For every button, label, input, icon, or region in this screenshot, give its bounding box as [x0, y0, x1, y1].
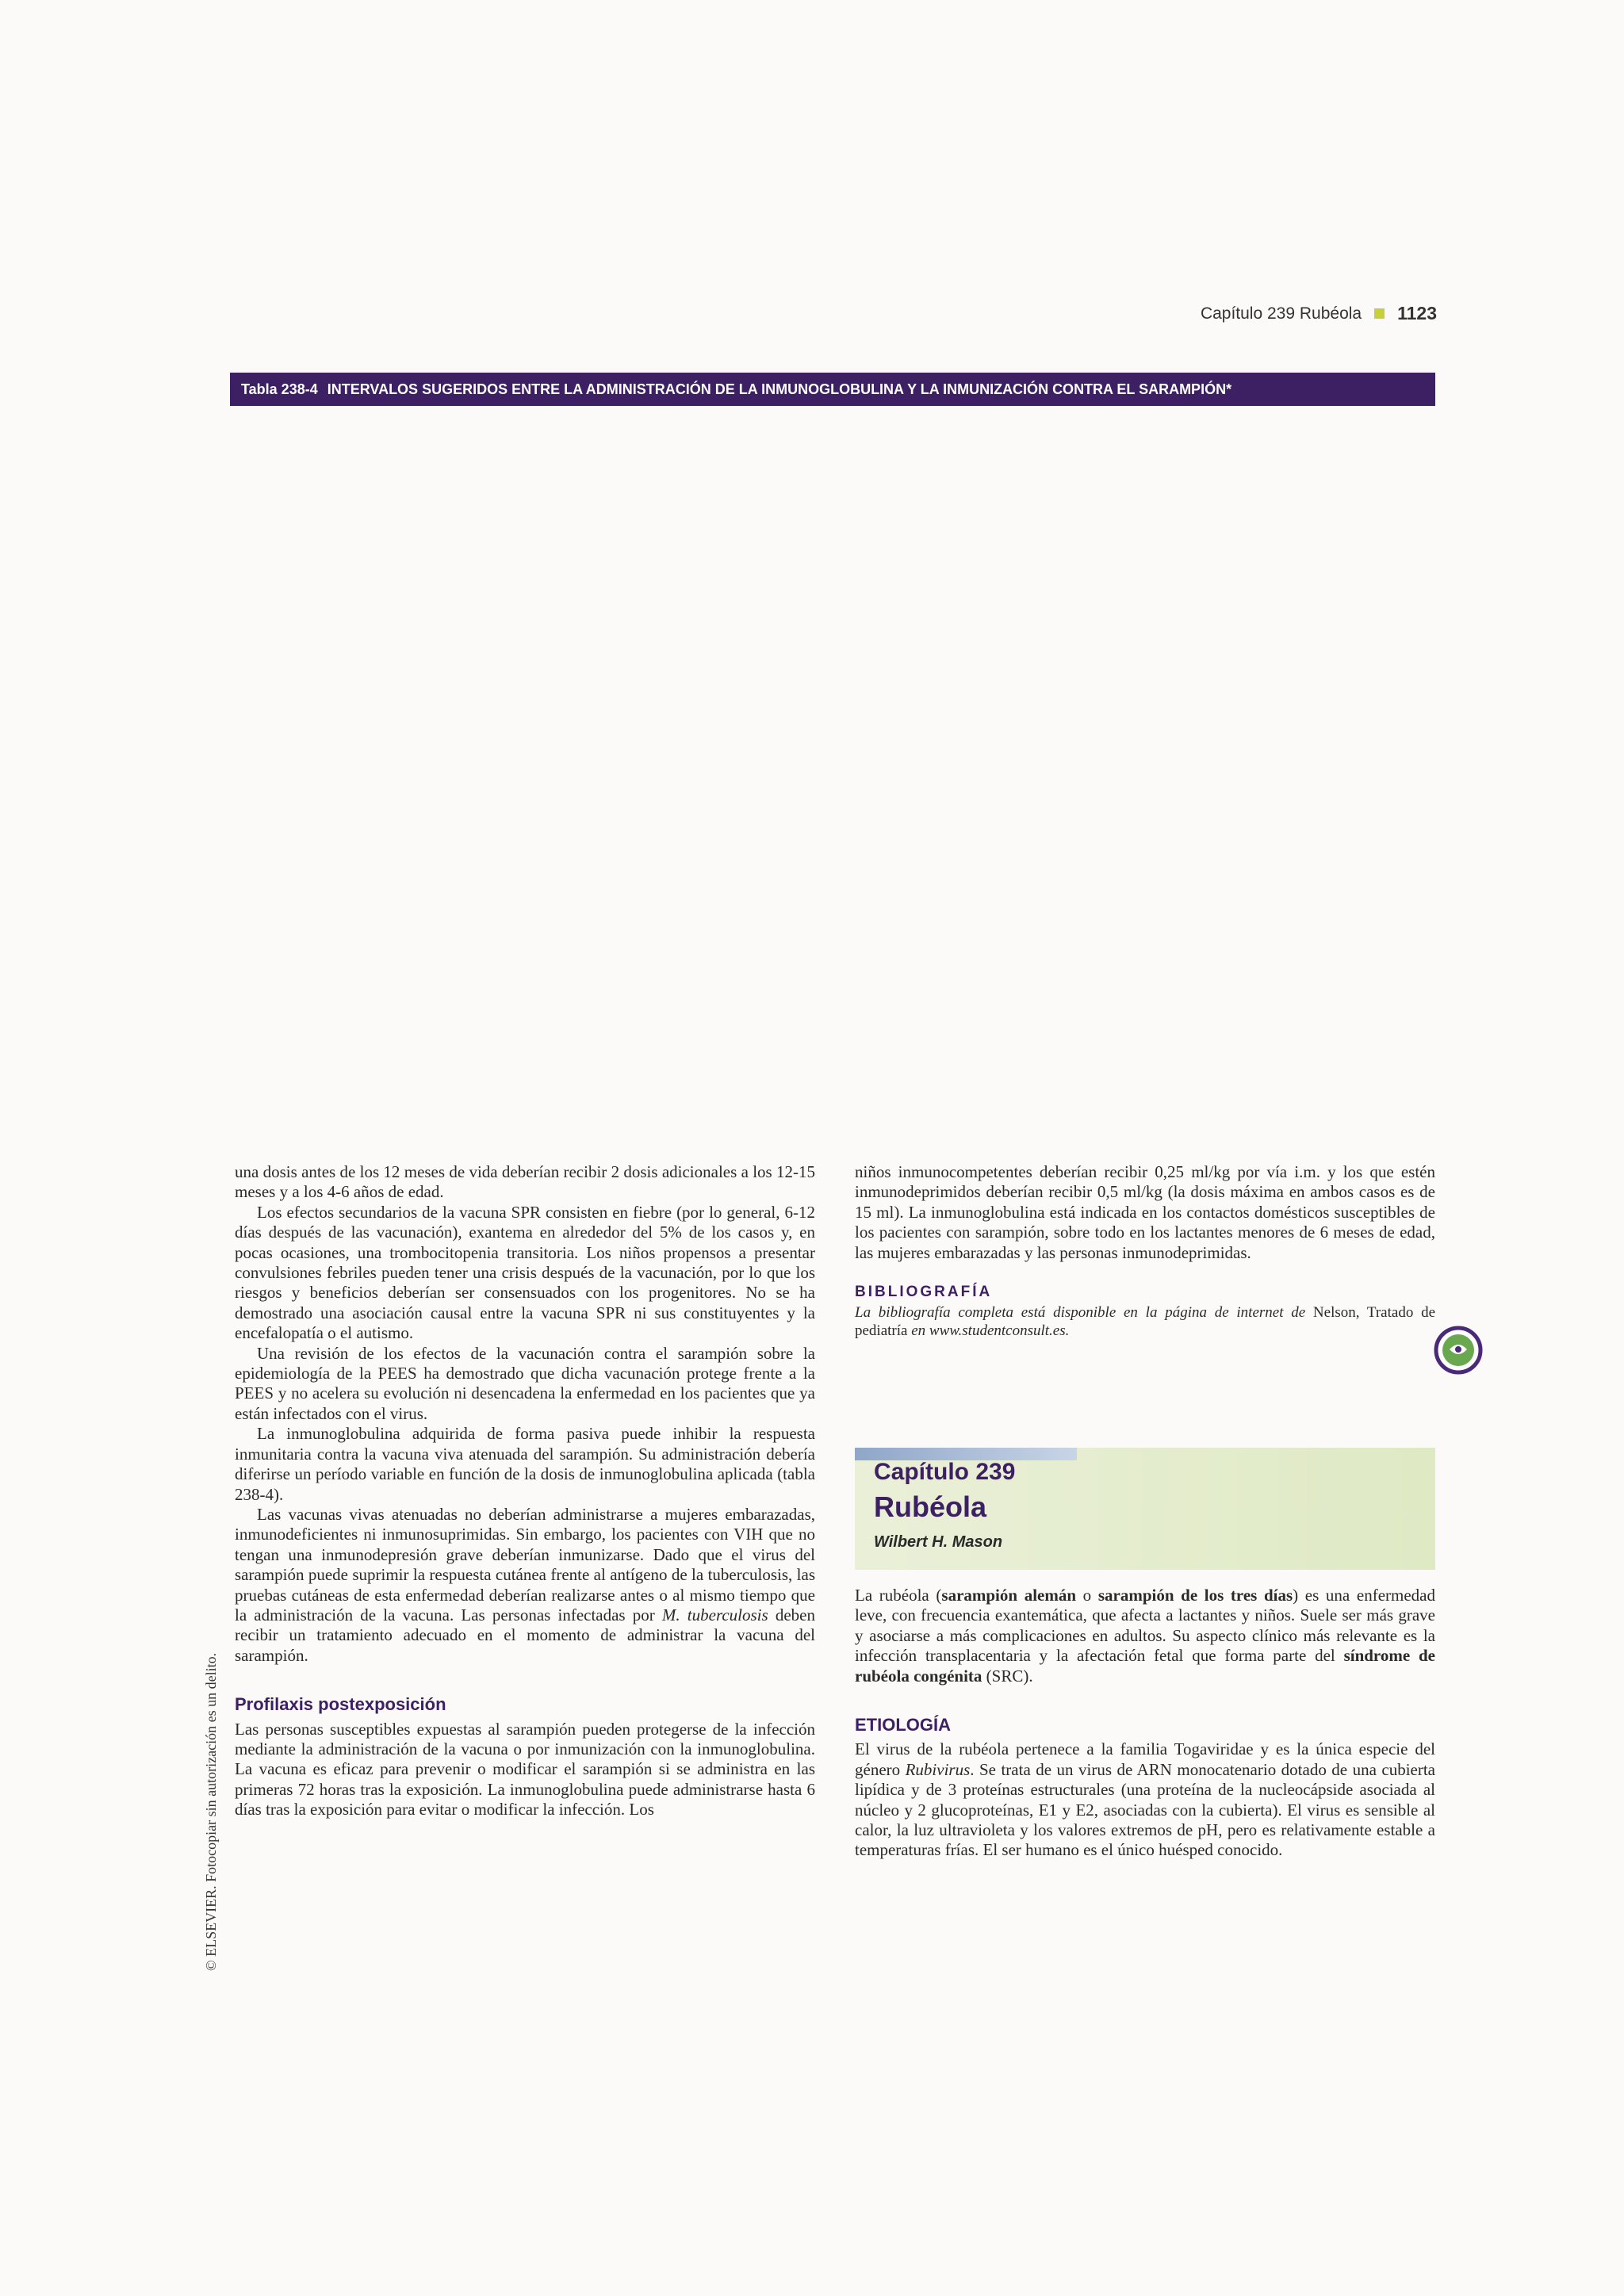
- paragraph: [855, 1739, 1435, 1860]
- left-column: [235, 1162, 815, 1820]
- paragraph: [235, 1505, 815, 1666]
- bold-term: síndrome de rubéola congénita: [855, 1646, 1436, 1686]
- text-run: Nelson, Tratado de pediatría: [855, 1304, 1436, 1340]
- chapter-author: Wilbert H. Mason: [874, 1533, 1003, 1551]
- running-header: [1201, 303, 1437, 324]
- chapter-reference: Capítulo 239 Rubéola: [1200, 304, 1362, 323]
- text-run: en: [911, 1322, 926, 1340]
- chapter-header: [855, 1448, 1435, 1570]
- text-run: o: [1076, 1586, 1098, 1605]
- text-run: La bibliografía completa está disponible en la página de internet de: [855, 1304, 1306, 1322]
- text-run: Las vacunas vivas atenuadas no deberían administrarse a mujeres embarazadas, inmunodeficientes ni inmunosuprimidas. Sin embargo, los pacientes con VIH que no tengan una inmunodepresión grave deberían inmunizarse. Dado que el virus del sarampión puede suprimir la respuesta cutánea frente al antígeno de la tuberculosis, las pruebas cutáneas de esta enfermedad deberían realizarse antes o al mismo tiempo que la administración de la vacuna. Las personas infectadas por: [235, 1504, 815, 1624]
- chapter-title: Rubéola: [874, 1490, 987, 1523]
- copyright-note: © ELSEVIER. Fotocopiar sin autorización es un delito.: [203, 1652, 219, 1971]
- table-banner: [230, 373, 1435, 406]
- italic-term: M. tuberculosis: [661, 1605, 768, 1624]
- table-label: Tabla 238-4: [241, 381, 318, 397]
- text-run: deben recibir un tratamiento adecuado en el momento de administrar la vacuna del sarampión.: [235, 1605, 815, 1665]
- text-run: ) es una enfermedad leve, con frecuencia exantemática, que afecta a lactantes y niños. Suele ser más grave y asociarse a más complicaciones en adultos. Su aspecto clínico más relevante es la infección transplacentaria y la afectación fetal que forma parte del: [855, 1586, 1435, 1666]
- text-run: (SRC).: [982, 1666, 1033, 1686]
- text-run: El virus de la rubéola pertenece a la familia Togaviridae y es la única especie del género: [855, 1739, 1435, 1779]
- paragraph: [855, 1586, 1435, 1686]
- rubeola-body: [855, 1586, 1435, 1861]
- section-heading: ETIOLOGÍA: [855, 1715, 951, 1735]
- header-square-icon: [1374, 308, 1385, 319]
- text-run: . Se trata de un virus de ARN monocatenario dotado de una cubierta lipídica y de 3 proteínas estructurales (una proteína de la nucleocápside asociada al núcleo y 2 glucoproteínas, E1 y E2, asociadas con la cubierta). El virus es sensible al calor, la luz ultravioleta y los valores extremos de pH, pero es relativamente estable a temperaturas frías. El ser humano es el único huésped conocido.: [855, 1759, 1435, 1860]
- paragraph: Las personas susceptibles expuestas al sarampión pueden protegerse de la infección mediante la administración de la vacuna o por inmunización con la inmunoglobulina. La vacuna es eficaz para prevenir o modificar el sarampión si se administra en las primeras 72 horas tras la exposición. La inmunoglobulina puede administrarse hasta 6 días tras la exposición para evitar o modificar la infección. Los: [235, 1719, 815, 1820]
- table-title: INTERVALOS SUGERIDOS ENTRE LA ADMINISTRACIÓN DE LA INMUNOGLOBULINA Y LA INMUNIZACIÓN CONTRA EL SARAMPIÓN*: [327, 381, 1232, 397]
- bibliography-text: [855, 1303, 1435, 1340]
- bold-term: sarampión de los tres días: [1097, 1586, 1293, 1605]
- paragraph: Una revisión de los efectos de la vacunación contra el sarampión sobre la epidemiología de la PEES ha demostrado que dicha vacunación protege frente a la PEES y no acelera su evolución ni desencadena la enfermedad en los pacientes que ya están infectados con el virus.: [235, 1343, 815, 1423]
- text-run: La rubéola (: [855, 1586, 942, 1605]
- right-column: [855, 1162, 1435, 1340]
- bibliography-heading: BIBLIOGRAFÍA: [855, 1284, 993, 1301]
- paragraph: una dosis antes de los 12 meses de vida deberían recibir 2 dosis adicionales a los 12-15 meses y a los 4-6 años de edad.: [235, 1162, 815, 1202]
- italic-term: Rubivirus: [905, 1759, 971, 1779]
- chapter-label: Capítulo 239: [874, 1459, 1016, 1485]
- paragraph: Los efectos secundarios de la vacuna SPR consisten en fiebre (por lo general, 6-12 días después de las vacunación), exantema en alrededor del 5% de los casos y, en pocas ocasiones, una trombocitopenia transitoria. Los niños propensos a presentar convulsiones febriles pueden tener una crisis después de la vacunación, por lo que los riesgos y beneficios deberían ser consensuados con los progenitores. No se ha demostrado una asociación causal entre la vacuna SPR ni sus constituyentes y la encefalopatía o el autismo.: [235, 1202, 815, 1343]
- paragraph: niños inmunocompetentes deberían recibir 0,25 ml/kg por vía i.m. y los que estén inmunodeprimidos deberían recibir 0,5 ml/kg (la dosis máxima en ambos casos es de 15 ml). La inmunoglobulina está indicada en los contactos domésticos susceptibles de los pacientes con sarampión, sobre todo en los lactantes menores de 6 meses de edad, las mujeres embarazadas y las personas inmunodeprimidas.: [855, 1162, 1435, 1262]
- web-resource-icon: [1434, 1326, 1483, 1375]
- bold-term: sarampión alemán: [941, 1586, 1077, 1605]
- section-heading: Profilaxis postexposición: [235, 1694, 446, 1715]
- bibliography-link[interactable]: www.studentconsult.es.: [925, 1322, 1070, 1340]
- paragraph: La inmunoglobulina adquirida de forma pasiva puede inhibir la respuesta inmunitaria contra la vacuna viva atenuada del sarampión. Su administración debería diferirse un período variable en función de la dosis de inmunoglobulina aplicada (tabla 238-4).: [235, 1424, 815, 1504]
- page-number: 1123: [1397, 303, 1437, 323]
